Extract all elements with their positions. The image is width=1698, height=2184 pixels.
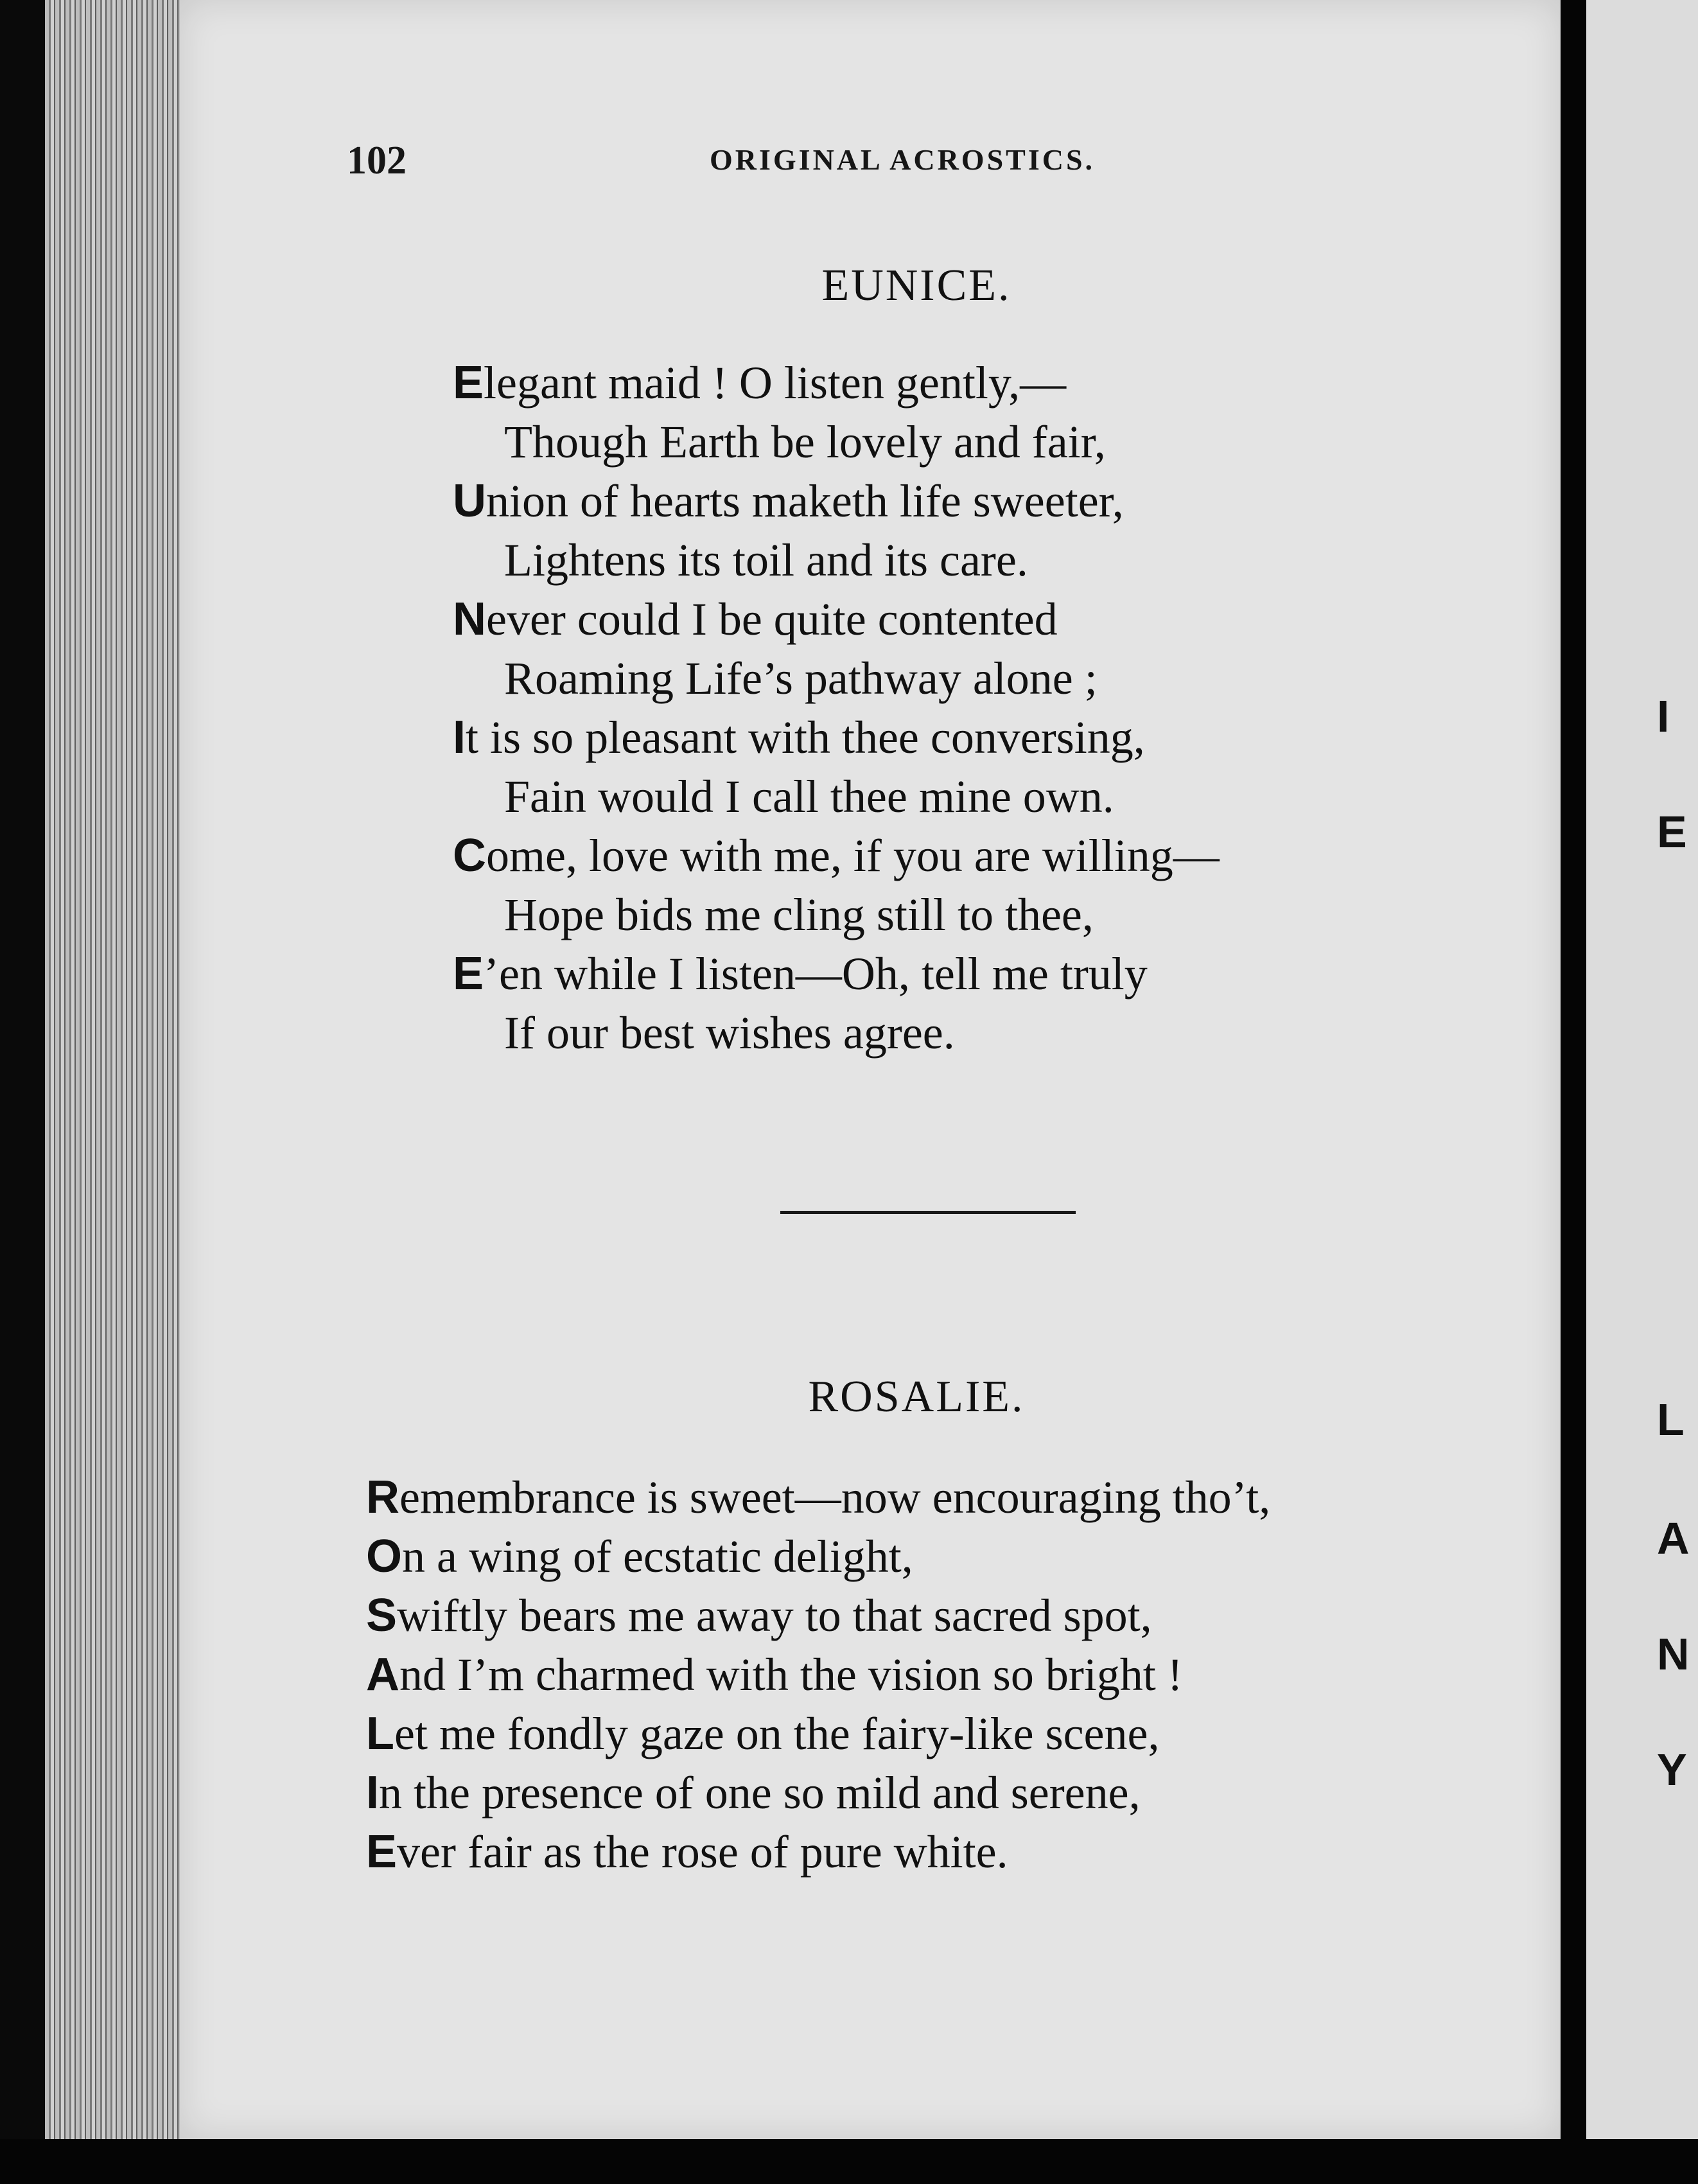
poem-line <box>453 826 1220 885</box>
poem-line <box>366 1527 1270 1586</box>
line-text: t is so pleasant with thee conversing, <box>466 712 1145 763</box>
acrostic-initial: A <box>366 1649 399 1700</box>
poem-line <box>453 649 1220 708</box>
poem-line <box>453 590 1220 649</box>
poem-line <box>453 471 1220 531</box>
line-text: n the presence of one so mild and serene, <box>379 1767 1141 1819</box>
poem-line <box>453 353 1220 412</box>
acrostic-initial: E <box>453 948 484 1000</box>
page-edges <box>45 0 195 2145</box>
facing-page <box>1586 0 1698 2139</box>
poem-line <box>366 1645 1270 1704</box>
poem-title-rosalie: ROSALIE. <box>808 1372 1025 1422</box>
acrostic-initial: S <box>366 1590 398 1641</box>
line-text: Roaming Life’s pathway alone ; <box>504 653 1098 704</box>
facing-page-letter: L <box>1657 1395 1685 1445</box>
acrostic-initial: O <box>366 1531 403 1582</box>
poem-rosalie <box>366 1468 1270 1881</box>
acrostic-initial: E <box>366 1826 398 1878</box>
acrostic-initial: L <box>366 1708 394 1759</box>
poem-line <box>453 767 1220 826</box>
line-text: Lightens its toil and its care. <box>504 534 1028 586</box>
line-text: n a wing of ecstatic delight, <box>402 1531 913 1582</box>
line-text: Hope bids me cling still to thee, <box>504 889 1094 940</box>
poem-line <box>453 708 1220 767</box>
poem-line <box>453 885 1220 944</box>
line-text: wiftly bears me away to that sacred spot, <box>397 1590 1152 1641</box>
facing-page-letter: A <box>1657 1513 1690 1563</box>
line-text: ever could I be quite contented <box>486 594 1058 645</box>
line-text: emembrance is sweet—now encouraging tho’t, <box>399 1472 1271 1523</box>
acrostic-initial: N <box>453 594 486 645</box>
poem-line <box>366 1468 1270 1527</box>
line-text: nion of hearts maketh life sweeter, <box>486 475 1124 527</box>
scan-border <box>0 2139 1698 2184</box>
facing-page-letter: E <box>1657 807 1687 857</box>
poem-line <box>453 944 1220 1003</box>
page-number: 102 <box>347 139 407 182</box>
acrostic-initial: I <box>453 712 466 763</box>
acrostic-initial: I <box>366 1767 380 1819</box>
section-divider <box>780 1211 1076 1214</box>
acrostic-initial: U <box>453 475 486 527</box>
line-text: Though Earth be lovely and fair, <box>504 416 1106 468</box>
running-head: ORIGINAL ACROSTICS. <box>710 143 1096 176</box>
acrostic-initial: R <box>366 1472 399 1523</box>
poem-line <box>366 1822 1270 1881</box>
facing-page-letter: I <box>1657 691 1670 741</box>
poem-title-eunice: EUNICE. <box>821 261 1011 310</box>
line-text: ome, love with me, if you are willing— <box>486 830 1220 881</box>
poem-line <box>366 1704 1270 1763</box>
facing-page-letter: Y <box>1657 1745 1687 1795</box>
facing-page-letter: N <box>1657 1629 1690 1679</box>
line-text: ver fair as the rose of pure white. <box>397 1826 1008 1878</box>
poem-line <box>453 1003 1220 1062</box>
poem-line <box>366 1586 1270 1645</box>
poem-line <box>453 531 1220 590</box>
poem-line <box>366 1763 1270 1822</box>
line-text: nd I’m charmed with the vision so bright ! <box>399 1649 1183 1700</box>
poem-eunice <box>453 353 1220 1062</box>
poem-line <box>453 412 1220 471</box>
line-text: If our best wishes agree. <box>504 1007 955 1059</box>
line-text: ’en while I listen—Oh, tell me truly <box>484 948 1148 1000</box>
line-text: Fain would I call thee mine own. <box>504 771 1114 822</box>
acrostic-initial: E <box>453 357 484 409</box>
line-text: legant maid ! O listen gently,— <box>484 357 1067 409</box>
line-text: et me fondly gaze on the fairy-like scene, <box>394 1708 1160 1759</box>
acrostic-initial: C <box>453 830 486 881</box>
book-gutter <box>1561 0 1586 2184</box>
